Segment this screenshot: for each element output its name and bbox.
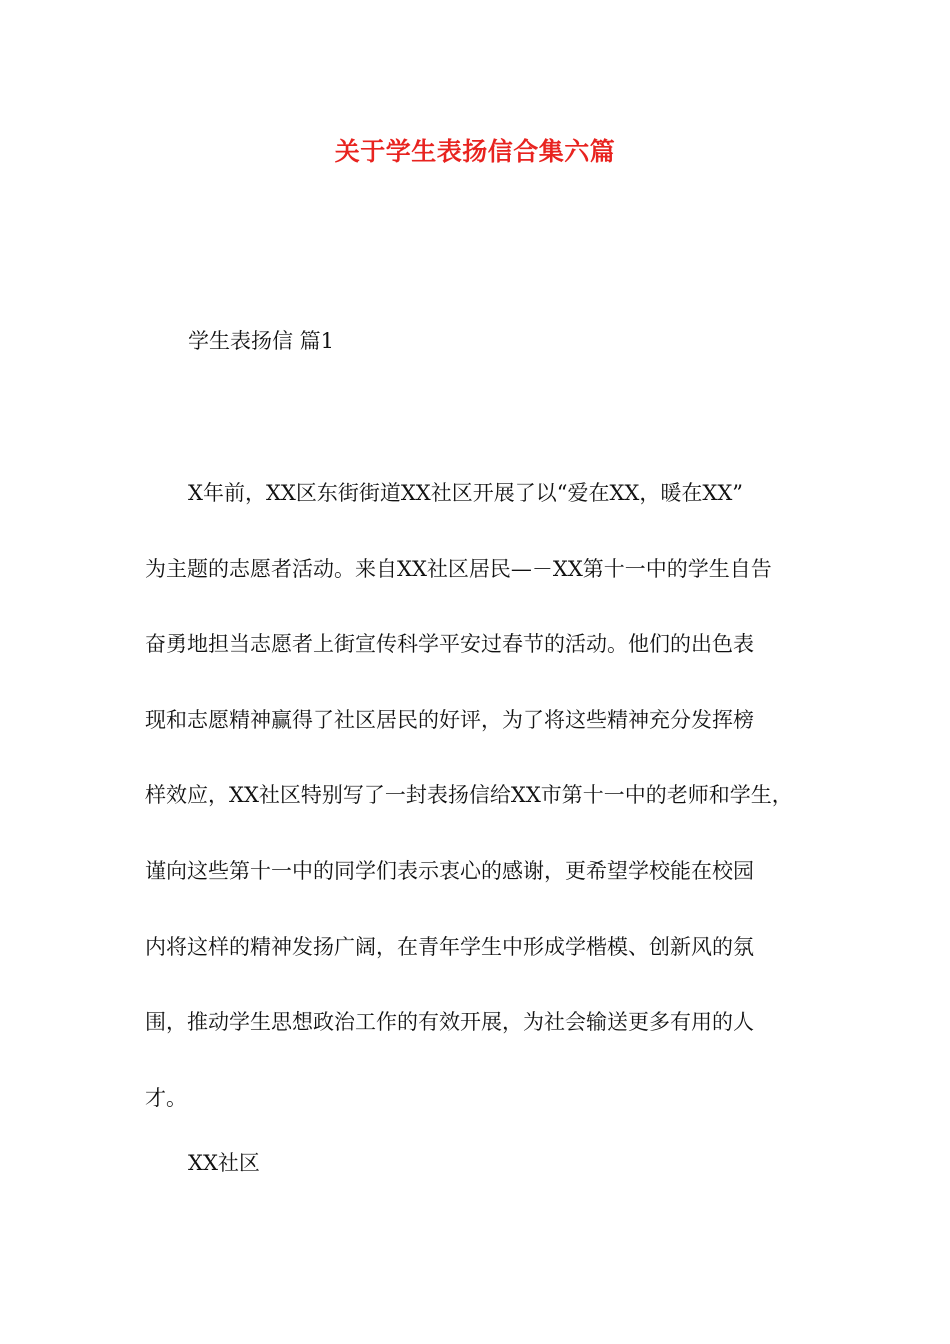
paragraph-line: 为主题的志愿者活动。来自XX社区居民—－XX第十一中的学生自告 [145, 556, 772, 581]
paragraph-line: 奋勇地担当志愿者上街宣传科学平安过春节的活动。他们的出色表 [145, 632, 754, 657]
section-heading: 学生表扬信 篇1 [188, 329, 335, 353]
paragraph-line: 围，推动学生思想政治工作的有效开展，为社会输送更多有用的人 [145, 1010, 754, 1035]
paragraph-line: 样效应，XX社区特别写了一封表扬信给XX市第十一中的老师和学生， [145, 783, 793, 808]
paragraph-line: 现和志愿精神赢得了社区居民的好评，为了将这些精神充分发挥榜 [145, 707, 754, 732]
paragraph-line: 才。 [145, 1085, 187, 1110]
paragraph-line: 谨向这些第十一中的同学们表示衷心的感谢，更希望学校能在校园 [145, 858, 754, 883]
paragraph-line: X年前，XX区东街街道XX社区开展了以“爱在XX，暖在XX” [188, 481, 744, 505]
body-paragraph [145, 473, 825, 1153]
signature: XX社区 [188, 1151, 260, 1175]
document-title: 关于学生表扬信合集六篇 [334, 137, 616, 166]
paragraph-line: 内将这样的精神发扬广阔，在青年学生中形成学楷模、创新风的氛 [145, 934, 754, 959]
